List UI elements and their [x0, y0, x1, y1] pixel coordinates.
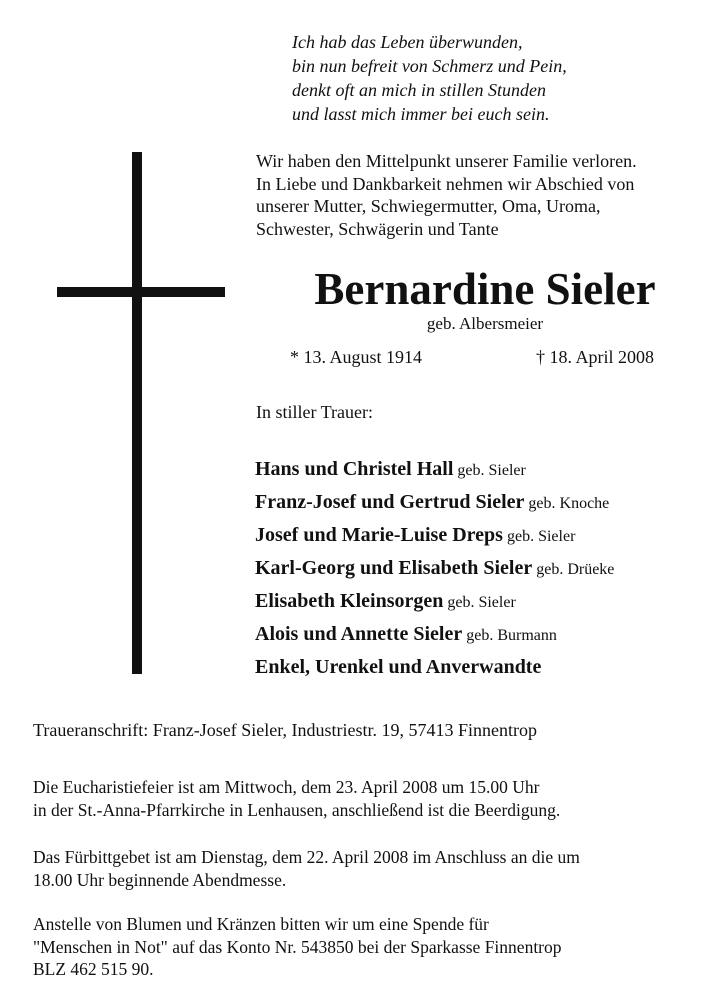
funeral-service-paragraph — [33, 776, 713, 821]
mourner-name: Franz-Josef und Gertrud Sieler — [255, 491, 525, 513]
paragraph-line: Die Eucharistiefeier ist am Mittwoch, dem 23. April 2008 um 15.00 Uhr — [33, 777, 540, 797]
poem — [292, 30, 712, 126]
mourner-name: Enkel, Urenkel und Anverwandte — [255, 656, 542, 678]
poem-line: denkt oft an mich in stillen Stunden — [292, 80, 546, 100]
mourning-label: In stiller Trauer: — [256, 402, 373, 422]
poem-line: und lasst mich immer bei euch sein. — [292, 104, 550, 124]
paragraph-line: 18.00 Uhr beginnende Abendmesse. — [33, 869, 287, 890]
mourner-name: Alois und Annette Sieler — [255, 623, 463, 645]
death-date: † 18. April 2008 — [536, 347, 655, 367]
intro-line: unserer Mutter, Schwiegermutter, Oma, Uroma, — [256, 196, 601, 216]
paragraph-line: "Menschen in Not" auf das Konto Nr. 543850 bei der Sparkasse Finnentrop — [33, 936, 562, 957]
poem-line: bin nun befreit von Schmerz und Pein, — [292, 56, 567, 76]
paragraph-line: in der St.-Anna-Pfarrkirche in Lenhausen, anschließend ist die Beerdigung. — [33, 799, 561, 820]
intro-line: In Liebe und Dankbarkeit nehmen wir Abschied von — [256, 173, 635, 194]
intro-line: Schwester, Schwägerin und Tante — [256, 218, 499, 239]
mourner-maiden: geb. Knoche — [528, 495, 610, 512]
mourner-maiden: geb. Burmann — [466, 627, 557, 644]
birth-date: * 13. August 1914 — [290, 347, 423, 367]
poem-line: Ich hab das Leben überwunden, — [292, 32, 523, 52]
mourner-maiden: geb. Sieler — [457, 462, 526, 479]
prayer-paragraph — [33, 846, 713, 891]
mourner-name: Elisabeth Kleinsorgen — [255, 590, 444, 612]
mourner-name: Josef und Marie-Luise Dreps — [255, 524, 503, 546]
paragraph-line: Das Fürbittgebet ist am Dienstag, dem 22. April 2008 im Anschluss an die um — [33, 847, 580, 867]
mourner-entry — [255, 455, 725, 488]
mourner-name: Hans und Christel Hall — [255, 458, 454, 480]
mourner-entry — [255, 521, 725, 554]
paragraph-line: BLZ 462 515 90. — [33, 959, 154, 979]
intro-text — [256, 150, 716, 240]
maiden-name: geb. Albersmeier — [426, 314, 544, 333]
paragraph-line: Anstelle von Blumen und Kränzen bitten wir um eine Spende für — [33, 914, 489, 934]
condolence-address: Traueranschrift: Franz-Josef Sieler, Industriestr. 19, 57413 Finnentrop — [33, 720, 538, 740]
mourner-entry — [255, 488, 725, 521]
intro-line: Wir haben den Mittelpunkt unserer Familie verloren. — [256, 151, 637, 171]
mourner-maiden: geb. Sieler — [506, 528, 576, 545]
mourners-list — [255, 455, 725, 686]
deceased-name: Bernardine Sieler — [314, 264, 656, 314]
mourner-entry — [255, 554, 725, 587]
mourner-maiden: geb. Sieler — [447, 594, 516, 611]
cross-icon — [132, 152, 142, 674]
mourner-entry — [255, 620, 725, 653]
cross-icon-crossbar — [57, 287, 225, 297]
mourner-entry — [255, 587, 725, 620]
donation-paragraph — [33, 913, 713, 981]
mourner-entry — [255, 653, 725, 686]
mourner-name: Karl-Georg und Elisabeth Sieler — [255, 557, 533, 579]
mourner-maiden: geb. Drüeke — [536, 561, 615, 578]
